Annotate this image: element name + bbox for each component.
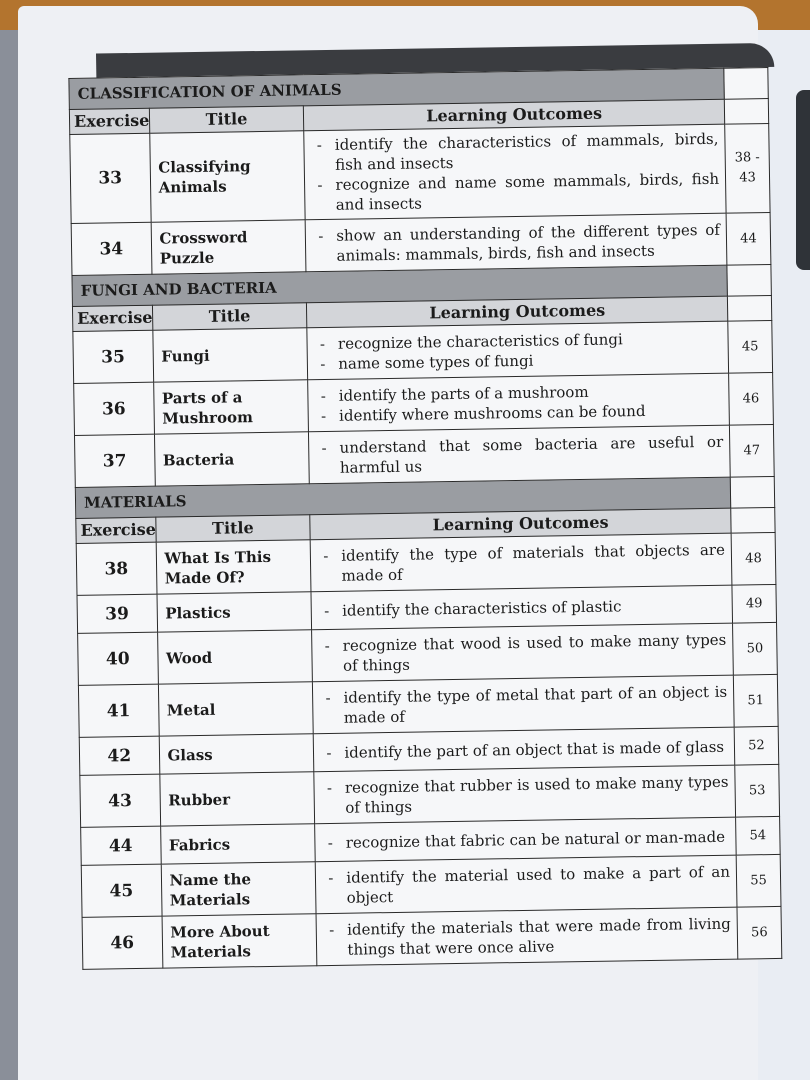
exercise-number: 42 bbox=[79, 736, 159, 775]
outcome-item: - recognize and name some mammals, birds, fish and insects bbox=[313, 169, 719, 215]
outcome-list bbox=[314, 219, 720, 265]
exercise-number: 45 bbox=[81, 864, 161, 917]
learning-outcomes-cell bbox=[304, 124, 726, 220]
outcome-list bbox=[322, 736, 728, 762]
outcome-list bbox=[325, 913, 731, 959]
outcome-item: - recognize the characteristics of fungi bbox=[316, 327, 722, 353]
header-page-cell bbox=[724, 99, 768, 125]
exercise-title: Metal bbox=[158, 682, 314, 736]
exercise-title: Classifying Animals bbox=[149, 131, 305, 222]
outcome-item: - show an understanding of the different types of animals: mammals, birds, fish and insects bbox=[314, 219, 720, 265]
learning-outcomes-cell bbox=[311, 585, 732, 630]
section-page-cell bbox=[724, 68, 768, 100]
learning-outcomes-cell bbox=[314, 765, 735, 824]
outcome-list bbox=[317, 379, 723, 425]
header-exercise: Exercise bbox=[69, 108, 149, 134]
exercise-number: 39 bbox=[77, 594, 157, 633]
outcome-list bbox=[323, 771, 729, 817]
header-title: Title bbox=[155, 515, 310, 542]
page-number: 47 bbox=[729, 424, 774, 477]
page-number: 54 bbox=[736, 816, 781, 855]
learning-outcomes-cell bbox=[314, 727, 735, 772]
exercise-number: 46 bbox=[82, 916, 162, 969]
outcome-item: - identify the characteristics of mammals, birds, fish and insects bbox=[313, 129, 719, 175]
outcome-item: - identify the type of materials that objects are made of bbox=[319, 539, 725, 585]
section-title: MATERIALS bbox=[75, 477, 730, 518]
outcome-list bbox=[321, 629, 727, 675]
contents-table bbox=[68, 67, 782, 970]
exercise-title: Plastics bbox=[157, 592, 312, 632]
outcome-item: - identify where mushrooms can be found bbox=[317, 399, 723, 425]
outcome-item: - recognize that rubber is used to make many types of things bbox=[323, 771, 729, 817]
page-number: 48 bbox=[731, 532, 776, 585]
exercise-title: Fabrics bbox=[160, 824, 315, 864]
page-number: 38 - 43 bbox=[725, 124, 770, 214]
header-outcomes: Learning Outcomes bbox=[310, 508, 731, 540]
header-exercise: Exercise bbox=[76, 517, 156, 543]
exercise-title: Bacteria bbox=[154, 432, 310, 486]
page-number: 51 bbox=[733, 674, 778, 727]
section-page-cell bbox=[727, 264, 771, 296]
exercise-title: Wood bbox=[157, 630, 313, 684]
page-number: 53 bbox=[735, 764, 780, 817]
outcome-item: - identify the material used to make a part of an object bbox=[324, 861, 730, 907]
section-title: FUNGI AND BACTERIA bbox=[72, 265, 727, 306]
header-page-cell bbox=[727, 295, 771, 321]
learning-outcomes-cell bbox=[312, 623, 733, 682]
outcome-item: - recognize that wood is used to make many types of things bbox=[321, 629, 727, 675]
page-number: 55 bbox=[736, 854, 781, 907]
exercise-title: What Is This Made Of? bbox=[156, 540, 312, 594]
learning-outcomes-cell bbox=[307, 321, 728, 380]
learning-outcomes-cell bbox=[316, 907, 737, 966]
outcome-item: - recognize that fabric can be natural or man-made bbox=[324, 826, 730, 852]
outcome-list bbox=[324, 861, 730, 907]
exercise-number: 40 bbox=[78, 632, 158, 685]
header-title: Title bbox=[149, 106, 304, 133]
outcome-list bbox=[313, 129, 720, 215]
page-number: 45 bbox=[728, 320, 773, 373]
page-number: 44 bbox=[726, 212, 771, 265]
table-row bbox=[70, 124, 770, 224]
section-page-cell bbox=[730, 476, 774, 508]
learning-outcomes-cell bbox=[311, 533, 732, 592]
header-outcomes: Learning Outcomes bbox=[304, 99, 725, 131]
book-page bbox=[18, 6, 768, 1080]
outcome-list bbox=[320, 594, 726, 620]
exercise-title: More About Materials bbox=[162, 914, 318, 968]
learning-outcomes-cell bbox=[308, 373, 729, 432]
adjacent-page-edge bbox=[796, 90, 810, 270]
exercise-title: Name the Materials bbox=[161, 862, 317, 916]
header-outcomes: Learning Outcomes bbox=[307, 296, 728, 328]
learning-outcomes-cell bbox=[309, 425, 730, 484]
page-number: 50 bbox=[733, 622, 778, 675]
header-exercise: Exercise bbox=[72, 305, 152, 331]
exercise-title: Parts of a Mushroom bbox=[153, 380, 309, 434]
exercise-title: Fungi bbox=[152, 328, 308, 382]
exercise-title: Glass bbox=[159, 734, 314, 774]
page-number: 46 bbox=[729, 372, 774, 425]
outcome-item: - identify the parts of a mushroom bbox=[317, 379, 723, 405]
header-title: Title bbox=[152, 303, 307, 330]
table-row bbox=[82, 906, 782, 969]
outcome-item: - name some types of fungi bbox=[316, 347, 722, 373]
exercise-title: Crossword Puzzle bbox=[151, 220, 307, 274]
page-number: 49 bbox=[732, 584, 777, 623]
exercise-number: 34 bbox=[71, 222, 151, 275]
learning-outcomes-cell bbox=[313, 675, 734, 734]
outcome-list bbox=[319, 539, 725, 585]
header-page-cell bbox=[731, 507, 775, 533]
exercise-number: 35 bbox=[73, 330, 153, 383]
outcome-item: - understand that some bacteria are useful or harmful us bbox=[317, 431, 723, 477]
exercise-number: 41 bbox=[78, 684, 158, 737]
outcome-list bbox=[316, 327, 722, 373]
exercise-title: Rubber bbox=[159, 772, 315, 826]
section-title: CLASSIFICATION OF ANIMALS bbox=[69, 68, 724, 109]
exercise-number: 36 bbox=[74, 382, 154, 435]
exercise-number: 38 bbox=[76, 542, 156, 595]
page-number: 52 bbox=[734, 726, 779, 765]
learning-outcomes-cell bbox=[316, 855, 737, 914]
outcome-item: - identify the characteristics of plastic bbox=[320, 594, 726, 620]
outcome-item: - identify the part of an object that is made of glass bbox=[322, 736, 728, 762]
learning-outcomes-cell bbox=[306, 213, 727, 272]
outcome-item: - identify the materials that were made from living things that were once alive bbox=[325, 913, 731, 959]
learning-outcomes-cell bbox=[315, 817, 736, 862]
outcome-list bbox=[324, 826, 730, 852]
exercise-number: 37 bbox=[74, 434, 154, 487]
outcome-list bbox=[321, 681, 727, 727]
exercise-number: 44 bbox=[81, 826, 161, 865]
page-number: 56 bbox=[737, 906, 782, 959]
contents-table-wrapper bbox=[68, 43, 782, 970]
exercise-number: 33 bbox=[70, 133, 151, 223]
exercise-number: 43 bbox=[80, 774, 160, 827]
outcome-list bbox=[317, 431, 723, 477]
outcome-item: - identify the type of metal that part of an object is made of bbox=[321, 681, 727, 727]
